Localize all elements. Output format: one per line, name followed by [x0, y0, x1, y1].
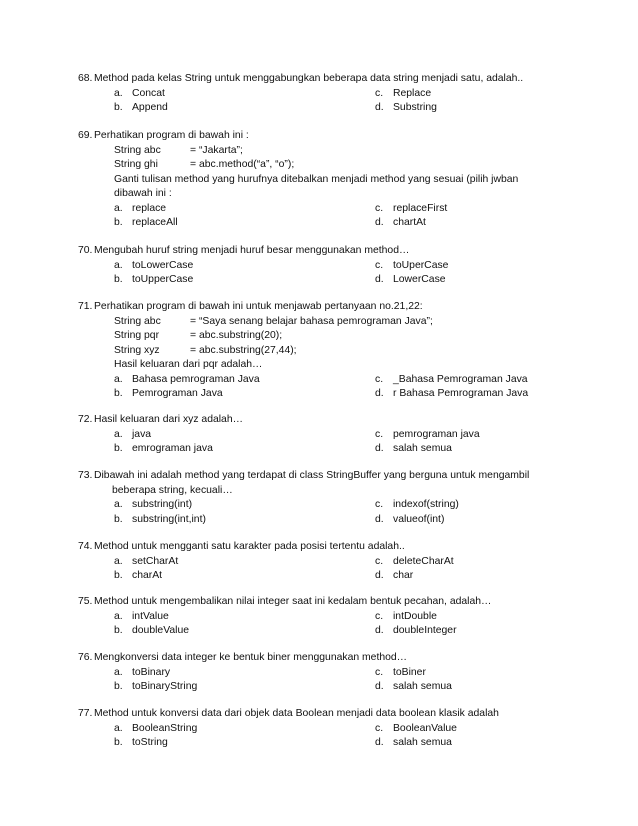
- question-number: 74.: [78, 541, 93, 552]
- question-text: Mengubah huruf string menjadi huruf besar menggunakan method…: [94, 245, 410, 256]
- instruction-text: dibawah ini :: [114, 188, 172, 199]
- question-text: Perhatikan program di bawah ini untuk menjawab pertanyaan no.21,22:: [94, 301, 423, 312]
- question-73: 73. Dibawah ini adalah method yang terdapat di class StringBuffer yang berguna untuk mengambil beberapa string, kecuali… a. substring(int) c. indexof(string) b. substring(int,int) d. valueof(int): [78, 470, 530, 525]
- question-76: 76. Mengkonversi data integer ke bentuk biner menggunakan method… a. toBinary c. toBiner b. toBinaryString d. salah semua: [78, 652, 452, 692]
- question-text: Method untuk konversi data dari objek data Boolean menjadi data boolean klasik adalah: [94, 708, 499, 719]
- instruction-text: Hasil keluaran dari pqr adalah…: [114, 359, 263, 370]
- question-number: 68.: [78, 73, 93, 84]
- question-number: 73.: [78, 470, 93, 481]
- question-text-continued: beberapa string, kecuali…: [112, 484, 233, 496]
- question-number: 69.: [78, 130, 93, 141]
- question-72: 72. Hasil keluaran dari xyz adalah… a. java c. pemrograman java b. emrograman java d. salah semua: [78, 414, 480, 454]
- question-number: 77.: [78, 708, 93, 719]
- question-text: Hasil keluaran dari xyz adalah…: [94, 414, 244, 425]
- question-text: Perhatikan program di bawah ini :: [94, 130, 249, 141]
- question-75: 75. Method untuk mengembalikan nilai integer saat ini kedalam bentuk pecahan, adalah… a. intValue c. intDouble b. doubleValue d. doubleInteger: [78, 596, 492, 636]
- question-70: 70. Mengubah huruf string menjadi huruf besar menggunakan method… a. toLowerCase c. toUperCase b. toUpperCase d. LowerCase: [78, 245, 449, 285]
- question-number: 75.: [78, 596, 93, 607]
- question-text: Method untuk mengembalikan nilai integer saat ini kedalam bentuk pecahan, adalah…: [94, 596, 492, 607]
- question-68: 68. Method pada kelas String untuk menggabungkan beberapa data string menjadi satu, adalah.. a. Concat c. Replace b. Append d. Substring: [78, 73, 524, 113]
- code-line: String xyz = abc.substring(27,44);: [114, 344, 297, 356]
- question-text: Method pada kelas String untuk menggabungkan beberapa data string menjadi satu, adalah..: [94, 73, 524, 84]
- question-74: 74. Method untuk mengganti satu karakter pada posisi tertentu adalah.. a. setCharAt c. deleteCharAt b. charAt d. char: [78, 541, 454, 581]
- question-text: Dibawah ini adalah method yang terdapat di class StringBuffer yang berguna untuk mengambil: [94, 470, 530, 481]
- question-number: 70.: [78, 245, 93, 256]
- instruction-text: Ganti tulisan method yang hurufnya ditebalkan menjadi method yang sesuai (pilih jwban: [114, 173, 519, 185]
- code-line: String abc = “Jakarta”;: [114, 144, 243, 156]
- code-line: String abc = “Saya senang belajar bahasa pemrograman Java”;: [114, 315, 433, 327]
- question-77: 77. Method untuk konversi data dari objek data Boolean menjadi data boolean klasik adalah a. BooleanString c. BooleanValue b. toString d. salah semua: [78, 708, 499, 748]
- question-number: 76.: [78, 652, 93, 663]
- question-number: 72.: [78, 414, 93, 425]
- question-text: Mengkonversi data integer ke bentuk biner menggunakan method…: [94, 652, 408, 663]
- code-line: String ghi = abc.method(“a”, “o”);: [114, 159, 295, 170]
- question-text: Method untuk mengganti satu karakter pada posisi tertentu adalah..: [94, 541, 405, 552]
- question-71: 71. Perhatikan program di bawah ini untuk menjawab pertanyaan no.21,22: String abc = “Saya senang belajar bahasa pemrograman Java”; String pqr = abc.substring(20); String xyz = abc.substring(27,44); Hasil keluaran dari pqr adalah… a. Bahasa pemrograman Java c. _Bahasa Pemrograman Java b. Pemrograman Java d. r Bahasa Pemrograman Java: [78, 300, 578, 402]
- code-line: String pqr = abc.substring(20);: [114, 330, 283, 341]
- question-number: 71.: [78, 301, 93, 312]
- question-69: 69. Perhatikan program di bawah ini : String abc = “Jakarta”; String ghi = abc.method(“a”, “o”); Ganti tulisan method yang hurufnya ditebalkan menjadi method yang sesuai (pilih jwban dibawah ini : a. replace c. replaceFirst b. replaceAll d. chartAt: [78, 129, 578, 231]
